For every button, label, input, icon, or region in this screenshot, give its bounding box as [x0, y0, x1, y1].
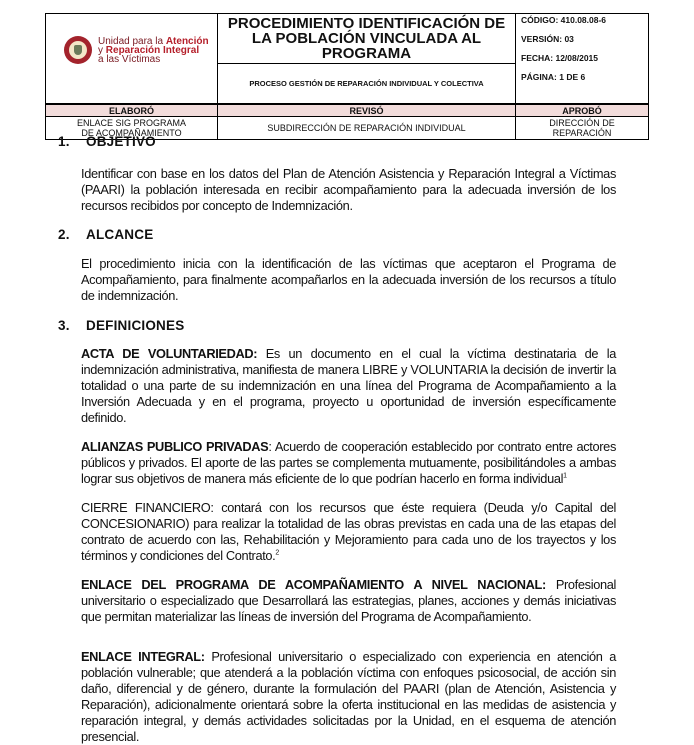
codigo: CÓDIGO: 410.08.08-6	[521, 15, 607, 25]
aprobo-label: APROBÓ	[516, 104, 649, 117]
section-heading-objetivo: 1. OBJETIVO	[58, 134, 156, 149]
document-body	[58, 133, 616, 745]
elaboro-value: ENLACE SIG PROGRAMA DE ACOMPAÑAMIENTO	[46, 117, 218, 140]
document-header-table	[45, 13, 649, 140]
definition-alianzas-publico-privadas: ALIANZAS PUBLICO PRIVADAS: Acuerdo de cooperación establecido por contrato entre actores públicos y privados. El aporte de las partes se complementa mutuamente, posibilitándoles a ambas lograr sus objetivos de manera más eficiente de lo que podrían hacerlo en forma individual$^1$	[81, 439, 616, 486]
alcance-text: El procedimiento inicia con la identificación de las víctimas que aceptaron el Programa de Acompañamiento, para finalmente acompañarlos en la adecuada inversión de los recursos a título de indemnización.	[81, 256, 616, 303]
signature-header-row	[46, 104, 649, 117]
objetivo-text: Identificar con base en los datos del Plan de Atención Asistencia y Reparación Integral a Víctimas (PAARI) la población interesada en recibir acompañamiento para la adecuada inversión de los recursos recibidos por concepto de Indemnización.	[81, 166, 616, 213]
definition-cierre-financiero: CIERRE FINANCIERO: contará con los recursos que éste requiera (Deuda y/o Capital del CONCESIONARIO) para realizar la totalidad de las obras previstas en cada una de las etapas del contrato de acuerdo con las, Rehabilitación y Mejoramiento para cada uno de los trayectos y los términos y condiciones del Contrato.$^2$	[81, 500, 617, 563]
definition-enlace-integral: ENLACE INTEGRAL: Profesional universitario o especializado con experiencia en atención a población vulnerable; que atenderá a la población víctima con enfoques psicosocial, de acción sin daño, diferencial y de género, durante la formulación del PAARI (plan de Atención, Asistencia y Reparación), adicionalmente orientará sobre la oferta institucional en las medidas de asistencia y reparación integral, y demás actividades solicitadas por la Unidad, en el esquema de atención presencial.	[81, 649, 616, 744]
reviso-label: REVISÓ	[218, 104, 516, 117]
process-name: PROCESO GESTIÓN DE REPARACIÓN INDIVIDUAL Y COLECTIVA	[218, 64, 516, 105]
definition-acta-de-voluntariedad: ACTA DE VOLUNTARIEDAD: Es un documento en el cual la víctima destinataria de la indemnización administrativa, manifiesta de manera LIBRE y VOLUNTARIA la decisión de invertir la totalidad o una parte de su indemnización en una línea del Programa de Acompañamiento a la Inversión Adecuada y en el programa, proyecto u oportunidad de inversión específicamente definido.	[81, 346, 616, 425]
organization-logo	[64, 36, 209, 64]
document-metadata	[516, 14, 649, 105]
section-heading-alcance: 2. ALCANCE	[58, 227, 154, 242]
document-title: PROCEDIMIENTO IDENTIFICACIÓN DE LA POBLACIÓN VINCULADA AL PROGRAMA	[218, 14, 516, 64]
reviso-value: SUBDIRECCIÓN DE REPARACIÓN INDIVIDUAL	[218, 117, 516, 140]
footnote-ref[interactable]: 2	[275, 549, 279, 557]
fecha: FECHA: 12/08/2015	[521, 53, 599, 63]
pagina: PÁGINA: 1 DE 6	[521, 72, 586, 82]
section-heading-definiciones: 3. DEFINICIONES	[58, 318, 185, 333]
aprobo-value: DIRECCIÓN DE REPARACIÓN	[516, 117, 649, 140]
logo-cell	[46, 14, 218, 105]
coat-of-arms-icon	[64, 36, 92, 64]
definition-enlace-nacional: ENLACE DEL PROGRAMA DE ACOMPAÑAMIENTO A NIVEL NACIONAL: Profesional universitario o especializado que Desarrollará las estrategias, planes, acciones y demás iniciativas que permitan materializar las líneas de inversión del Programa de Acompañamiento.	[81, 577, 616, 624]
logo-text: Unidad para la Atención y Reparación Integral a las Víctimas	[98, 35, 209, 65]
elaboro-label: ELABORÓ	[46, 104, 218, 117]
version: VERSIÓN: 03	[521, 34, 574, 44]
footnote-ref[interactable]: 1	[563, 472, 567, 480]
